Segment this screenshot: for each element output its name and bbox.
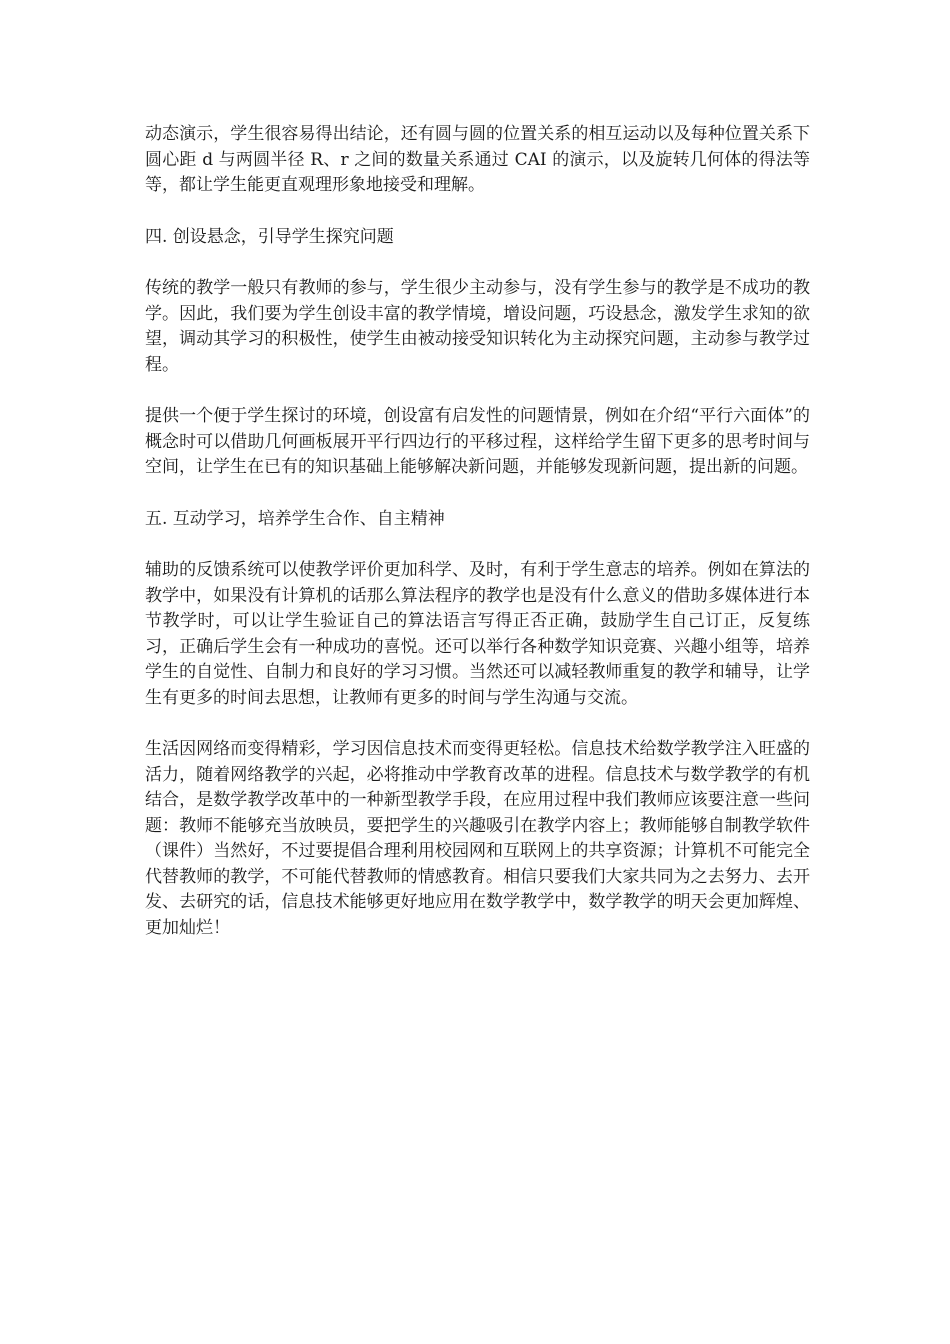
paragraph-traditional-teaching: 传统的教学一般只有教师的参与，学生很少主动参与，没有学生参与的教学是不成功的教学。因此，我们要为学生创设丰富的教学情境，增设问题，巧设悬念，激发学生求知的欲望，调动其学习的积极性，使学生由被动接受知识转化为主动探究问题，主动参与教学过程。 xyxy=(145,278,810,375)
paragraph-feedback-system: 辅助的反馈系统可以使教学评价更加科学、及时，有利于学生意志的培养。例如在算法的教学中，如果没有计算机的话那么算法程序的教学也是没有什么意义的借助多媒体进行本节教学时，可以让学生验证自己的算法语言写得正否正确，鼓励学生自己订正，反复练习，正确后学生会有一种成功的喜悦。还可以举行各种数学知识竞赛、兴趣小组等，培养学生的自觉性、自制力和良好的学习习惯。当然还可以减轻教师重复的教学和辅导，让学生有更多的时间去思想，让教师有更多的时间与学生沟通与交流。 xyxy=(145,560,810,708)
paragraph-exploration-environment: 提供一个便于学生探讨的环境，创设富有启发性的问题情景，例如在介绍“平行六面体”的概念时可以借助几何画板展开平行四边行的平移过程，这样给学生留下更多的思考时间与空间，让学生在已有的知识基础上能够解决新问题，并能够发现新问题，提出新的问题。 xyxy=(145,406,810,477)
paragraph-conclusion: 生活因网络而变得精彩，学习因信息技术而变得更轻松。信息技术给数学教学注入旺盛的活力，随着网络教学的兴起，必将推动中学教育改革的进程。信息技术与数学教学的有机结合，是数学教学改革中的一种新型教学手段，在应用过程中我们教师应该要注意一些问题：教师不能够充当放映员，要把学生的兴趣吸引在教学内容上；教师能够自制教学软件（课件）当然好，不过要提倡合理利用校园网和互联网上的共享资源；计算机不可能完全代替教师的教学，不可能代替教师的情感教育。相信只要我们大家共同为之去努力、去开发、去研究的话，信息技术能够更好地应用在数学教学中，数学教学的明天会更加辉煌、更加灿烂！ xyxy=(145,739,810,938)
section-heading-five: 五. 互动学习，培养学生合作、自主精神 xyxy=(145,508,445,529)
document-body xyxy=(145,122,810,967)
paragraph-dynamic-demo: 动态演示，学生很容易得出结论，还有圆与圆的位置关系的相互运动以及每种位置关系下圆心距 d 与两圆半径 R、r 之间的数量关系通过 CAI 的演示，以及旋转几何体的得法等等，都让学生能更直观理形象地接受和理解。 xyxy=(145,124,810,195)
section-heading-four: 四. 创设悬念，引导学生探究问题 xyxy=(145,226,394,247)
